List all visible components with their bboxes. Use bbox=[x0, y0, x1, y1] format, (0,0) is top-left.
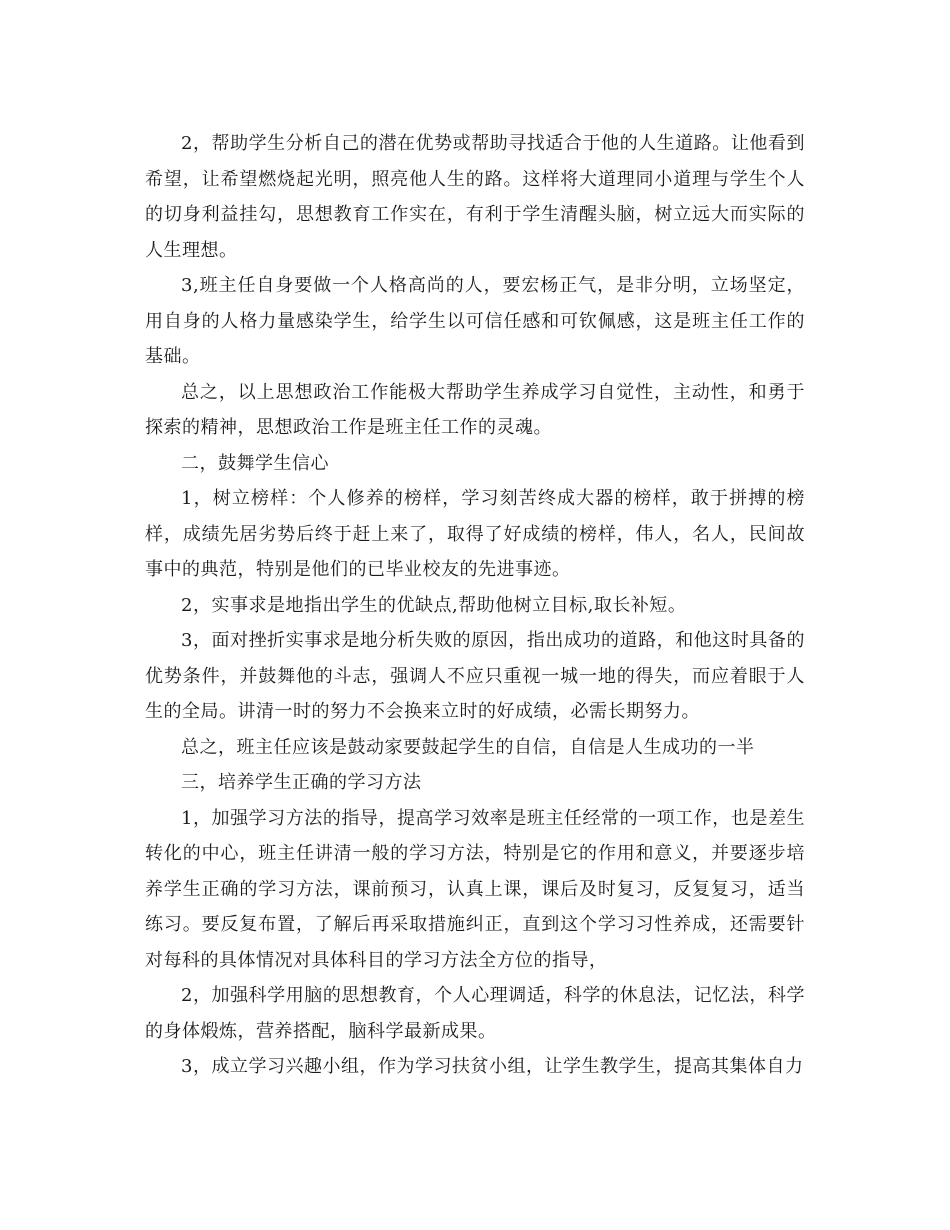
paragraph-2: 3,班主任自身要做一个人格高尚的人，要宏杨正气，是非分明，立场坚定，用自身的人格力量感染学生，给学生以可信任感和可钦佩感，这是班主任工作的基础。 bbox=[145, 275, 805, 367]
paragraph-1: 2，帮助学生分析自己的潜在优势或帮助寻找适合于他的人生道路。让他看到希望，让希望燃烧起光明，照亮他人生的路。这样将大道理同小道理与学生个人的切身利益挂勾，思想教育工作实在，有利于学生清醒头脑，树立远大而实际的人生理想。 bbox=[145, 133, 805, 261]
section-heading-2: 二，鼓舞学生信心 bbox=[181, 452, 329, 474]
section-heading-3: 三，培养学生正确的学习方法 bbox=[181, 772, 422, 793]
document-body bbox=[145, 126, 805, 1085]
paragraph-8: 总之，班主任应该是鼓动家要鼓起学生的自信，自信是人生成功的一半 bbox=[181, 736, 755, 758]
paragraph-7: 3，面对挫折实事求是地分析失败的原因，指出成功的道路，和他这时具备的优势条件，并鼓舞他的斗志，强调人不应只重视一城一地的得失，而应着眼于人生的全局。讲清一时的努力不会换来立时的好成绩，必需长期努力。 bbox=[145, 630, 805, 722]
paragraph-11: 2，加强科学用脑的思想教育，个人心理调适，科学的休息法，记忆法，科学的身体煅炼，营养搭配，脑科学最新成果。 bbox=[145, 985, 805, 1042]
paragraph-12: 3，成立学习兴趣小组，作为学习扶贫小组，让学生教学生，提高其集体自力 bbox=[181, 1056, 804, 1077]
paragraph-3: 总之，以上思想政治工作能极大帮助学生养成学习自觉性，主动性，和勇于探索的精神，思想政治工作是班主任工作的灵魂。 bbox=[145, 381, 805, 438]
paragraph-6: 2，实事求是地指出学生的优缺点,帮助他树立目标,取长补短。 bbox=[181, 594, 687, 616]
paragraph-10: 1，加强学习方法的指导，提高学习效率是班主任经常的一项工作，也是差生转化的中心，班主任讲清一般的学习方法，特别是它的作用和意义，并要逐步培养学生正确的学习方法，课前预习，认真上课，课后及时复习，反复复习，适当练习。要反复布置，了解后再采取措施纠正，直到这个学习习性养成，还需要针对每科的具体情况对具体科目的学习方法全方位的指导， bbox=[145, 807, 805, 971]
paragraph-5: 1，树立榜样：个人修养的榜样，学习刻苦终成大器的榜样，敢于拼搏的榜样，成绩先居劣势后终于赶上来了，取得了好成绩的榜样，伟人，名人，民间故事中的典范，特别是他们的已毕业校友的先进事迹。 bbox=[145, 488, 805, 580]
